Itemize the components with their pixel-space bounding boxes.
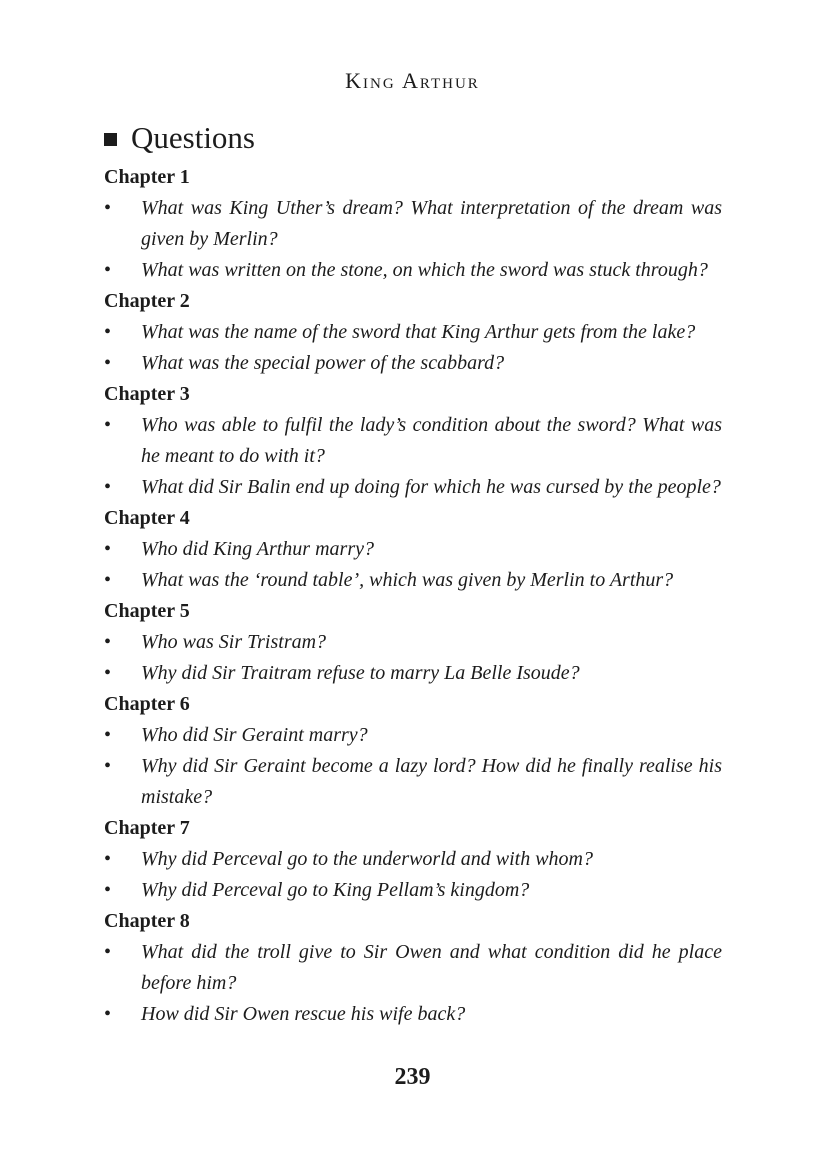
bullet-icon: • bbox=[104, 569, 112, 591]
question-item bbox=[104, 999, 722, 1030]
question-text: Who was able to fulfil the lady’s condition about the sword? What was he meant to do with it? bbox=[141, 414, 722, 467]
chapter-block bbox=[104, 906, 722, 1030]
question-text: Why did Perceval go to King Pellam’s kingdom? bbox=[141, 879, 530, 901]
question-item bbox=[104, 751, 722, 813]
chapter-heading: Chapter 2 bbox=[104, 290, 190, 312]
bullet-icon: • bbox=[104, 631, 112, 653]
question-item bbox=[104, 348, 722, 379]
question-text: What was the special power of the scabbard? bbox=[141, 352, 505, 374]
chapter-block bbox=[104, 162, 722, 286]
question-text: What was King Uther’s dream? What interpretation of the dream was given by Merlin? bbox=[141, 197, 722, 250]
question-list bbox=[104, 844, 722, 906]
page-number: 239 bbox=[394, 1064, 431, 1090]
bullet-icon: • bbox=[104, 879, 112, 901]
question-list bbox=[104, 720, 722, 813]
bullet-icon: • bbox=[104, 941, 112, 963]
question-text: Who did Sir Geraint marry? bbox=[141, 724, 368, 746]
question-item bbox=[104, 627, 722, 658]
question-item bbox=[104, 875, 722, 906]
chapter-block bbox=[104, 689, 722, 813]
question-item bbox=[104, 658, 722, 689]
bullet-icon: • bbox=[104, 848, 112, 870]
chapter-heading: Chapter 1 bbox=[104, 166, 190, 188]
question-list bbox=[104, 937, 722, 1030]
chapter-heading: Chapter 5 bbox=[104, 600, 190, 622]
bullet-icon: • bbox=[104, 321, 112, 343]
question-text: Why did Sir Geraint become a lazy lord? How did he finally realise his mistake? bbox=[141, 755, 722, 808]
question-text: What was the name of the sword that King Arthur gets from the lake? bbox=[141, 321, 696, 343]
bullet-icon: • bbox=[104, 476, 112, 498]
question-list bbox=[104, 317, 722, 379]
chapter-block bbox=[104, 286, 722, 379]
bullet-icon: • bbox=[104, 259, 112, 281]
section-heading bbox=[104, 118, 722, 158]
bullet-icon: • bbox=[104, 1003, 112, 1025]
question-list bbox=[104, 410, 722, 503]
chapter-block bbox=[104, 596, 722, 689]
chapter-block bbox=[104, 503, 722, 596]
question-item bbox=[104, 565, 722, 596]
chapter-heading: Chapter 7 bbox=[104, 817, 190, 839]
running-head: King Arthur bbox=[345, 68, 480, 93]
question-list bbox=[104, 534, 722, 596]
bullet-icon: • bbox=[104, 724, 112, 746]
bullet-icon: • bbox=[104, 755, 112, 777]
chapter-heading: Chapter 3 bbox=[104, 383, 190, 405]
bullet-icon: • bbox=[104, 197, 112, 219]
bullet-icon: • bbox=[104, 352, 112, 374]
question-item bbox=[104, 937, 722, 999]
chapter-heading: Chapter 8 bbox=[104, 910, 190, 932]
bullet-icon: • bbox=[104, 538, 112, 560]
chapter-heading: Chapter 6 bbox=[104, 693, 190, 715]
chapter-list bbox=[104, 162, 722, 1030]
question-text: What did the troll give to Sir Owen and what condition did he place before him? bbox=[141, 941, 722, 994]
question-text: What was the ‘round table’, which was given by Merlin to Arthur? bbox=[141, 569, 674, 591]
question-item bbox=[104, 534, 722, 565]
bullet-icon: • bbox=[104, 662, 112, 684]
question-item bbox=[104, 255, 722, 286]
question-item bbox=[104, 317, 722, 348]
question-item bbox=[104, 472, 722, 503]
question-item bbox=[104, 720, 722, 751]
questions-section bbox=[104, 118, 722, 1030]
section-title: Questions bbox=[131, 120, 255, 155]
question-text: What did Sir Balin end up doing for which he was cursed by the people? bbox=[141, 476, 721, 498]
question-text: Who did King Arthur marry? bbox=[141, 538, 374, 560]
question-text: How did Sir Owen rescue his wife back? bbox=[141, 1003, 466, 1025]
chapter-block bbox=[104, 813, 722, 906]
question-text: What was written on the stone, on which the sword was stuck through? bbox=[141, 259, 708, 281]
chapter-heading: Chapter 4 bbox=[104, 507, 190, 529]
question-text: Why did Perceval go to the underworld and with whom? bbox=[141, 848, 593, 870]
bullet-icon: • bbox=[104, 414, 112, 436]
question-item bbox=[104, 844, 722, 875]
question-list bbox=[104, 627, 722, 689]
question-text: Who was Sir Tristram? bbox=[141, 631, 327, 653]
question-list bbox=[104, 193, 722, 286]
question-text: Why did Sir Traitram refuse to marry La Belle Isoude? bbox=[141, 662, 580, 684]
question-item bbox=[104, 410, 722, 472]
question-item bbox=[104, 193, 722, 255]
square-bullet-icon bbox=[104, 133, 117, 146]
chapter-block bbox=[104, 379, 722, 503]
